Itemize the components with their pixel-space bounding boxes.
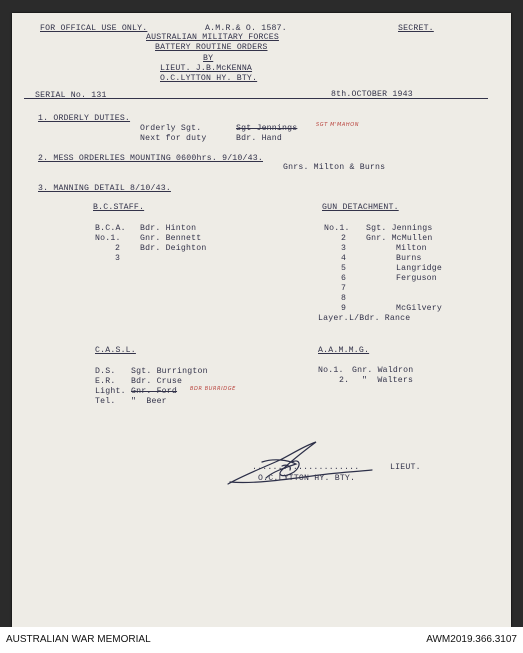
casl-pos: Light. [95,387,126,396]
gun-pos: 9 [341,304,347,313]
header-line-1: AUSTRALIAN MILITARY FORCES [146,33,279,42]
bc-staff-pos: B.C.A. [95,224,126,233]
bc-staff-name: Bdr. Hinton [140,224,197,233]
signature-rank: LIEUT. [390,463,421,472]
gun-pos: 2 [341,234,347,243]
mess-orderlies: Gnrs. Milton & Burns [283,163,386,172]
casl-pos: D.S. [95,367,116,376]
gun-pos: No.1. [324,224,350,233]
casl-heading: C.A.S.L. [95,346,136,355]
section-3-title: 3. MANNING DETAIL 8/10/43. [38,184,171,193]
signature-dots: ..................... [252,463,360,472]
next-duty-value: Bdr. Hand [236,134,283,143]
secret-label: SECRET. [398,24,434,33]
bc-staff-heading: B.C.STAFF. [93,203,145,212]
gun-pos: 5 [341,264,347,273]
gun-name: Ferguson [396,274,437,283]
amr-reference: A.M.R.& O. 1587. [205,24,287,33]
gun-pos: 7 [341,284,347,293]
casl-pos: Tel. [95,397,116,406]
archive-name: AUSTRALIAN WAR MEMORIAL [6,634,151,645]
aammg-name: " Walters [362,376,414,385]
header-by: BY [203,54,214,63]
header-rule [24,98,488,99]
gun-name: Milton [396,244,427,253]
gun-name: Gnr. McMullen [366,234,433,243]
aammg-pos: 2. [339,376,350,385]
next-duty-label: Next for duty [140,134,207,143]
gun-name: L/Bdr. Rance [349,314,411,323]
orderly-sgt-handwritten: SGT M'MAHON [316,122,360,128]
bc-staff-name: Gnr. Bennett [140,234,202,243]
bc-staff-pos: 2 [115,244,121,253]
gun-pos: 3 [341,244,347,253]
section-2-title: 2. MESS ORDERLIES MOUNTING 0600hrs. 9/10/43. [38,154,263,163]
document-page [12,13,511,627]
casl-name: " Beer [131,397,167,406]
gun-pos: 4 [341,254,347,263]
order-date: 8th.OCTOBER 1943 [331,90,413,99]
gun-detachment-heading: GUN DETACHMENT. [322,203,399,212]
archive-reference: AWM2019.366.3107 [426,634,517,645]
signature-unit: O.C.LYTTON HY. BTY. [258,474,356,483]
section-1-title: 1. ORDERLY DUTIES. [38,114,131,123]
casl-name: Bdr. Cruse [131,377,183,386]
archive-footer [0,627,523,653]
aammg-name: Gnr. Waldron [352,366,414,375]
casl-name: Sgt. Burrington [131,367,208,376]
casl-handwritten: BDR BURRIDGE [190,386,236,392]
gun-name: Sgt. Jennings [366,224,433,233]
bc-staff-pos: 3 [115,254,121,263]
header-line-2: BATTERY ROUTINE ORDERS [155,43,268,52]
casl-pos: E.R. [95,377,116,386]
gun-name: McGilvery [396,304,443,313]
header-officer: LIEUT. J.B.McKENNA [160,64,253,73]
gun-pos: 8 [341,294,347,303]
orderly-sgt-struck: Sgt Jennings [236,124,298,133]
serial-number: SERIAL No. 131 [35,91,107,100]
orderly-sgt-label: Orderly Sgt. [140,124,202,133]
bc-staff-pos: No.1. [95,234,121,243]
gun-name: Burns [396,254,422,263]
gun-pos: Layer. [318,314,349,323]
casl-name-struck: Gnr. Ford [131,387,178,396]
gun-name: Langridge [396,264,443,273]
gun-pos: 6 [341,274,347,283]
official-use-label: FOR OFFICAL USE ONLY. [40,24,148,33]
bc-staff-name: Bdr. Deighton [140,244,207,253]
aammg-pos: No.1. [318,366,344,375]
aammg-heading: A.A.M.M.G. [318,346,370,355]
header-unit: O.C.LYTTON HY. BTY. [160,74,258,83]
